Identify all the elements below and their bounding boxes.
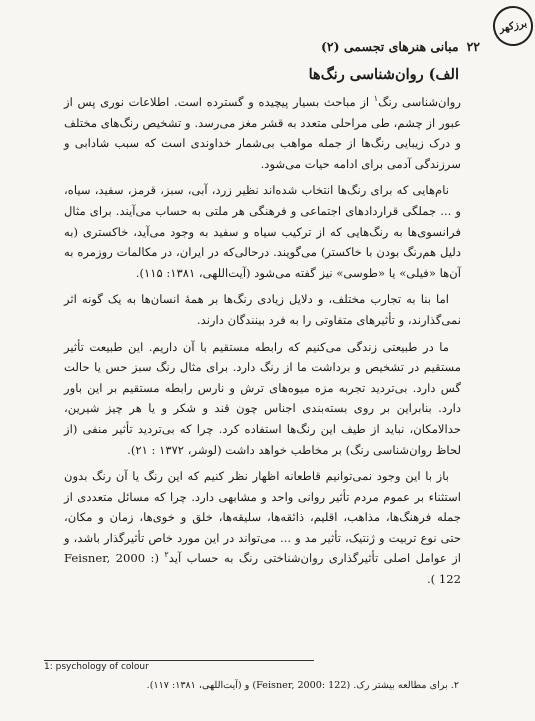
paragraph-4: ما در طبیعتی زندگی می‌کنیم که رابطه مستقیم با آن داریم. این طبیعت تأثیر مستقیم در تشخیص و برداشت ما از رنگ دارد. برای مثال رنگ سبز حس یا حالت گس دارد. بی‌تردید تجربه مزه میوه‌های ترش و نارس رابطه مستقیم بر این باور دارد. بنابراین بر روی بسته‌بندی اجناس چون قند و شکر و یا هر چیز شیرین، حدالامکان، نباید از طیف این رنگ‌ها استفاده کرد. چرا که بی‌تردید تأثیر منفی (از لحاظ روان‌شناسی رنگ) بر مخاطب خواهد داشت (لوشر، ۱۳۷۲ : ۲۱). <box>64 339 461 457</box>
footnote-marker-2: ۲ <box>164 550 169 560</box>
paragraph-3: اما بنا به تجارب مختلف، و دلایل زیادی رنگ‌ها بر همهٔ انسان‌ها به یک گونه اثر نمی‌گذارند، و تأثیرهای متفاوتی را به فرد بینندگان دارند. <box>64 292 461 327</box>
paragraph-2: نام‌هایی که برای رنگ‌ها انتخاب شده‌اند نظیر زرد، آبی، سبز، قرمز، سفید، سیاه، و ... جملگی قراردادهای اجتماعی و فرهنگی هر ملتی به حساب می‌آیند. برای مثال فرانسوی‌ها به رنگ‌هایی که از ترکیب سیاه و سفید به وجود می‌آید، خاکستری (به دلیل هم‌رنگ بودن با خاکستر) می‌گویند. درحالی‌که در ایران، در مکالمات روزمره به آن‌ها «فیلی» یا «طوسی» نیز گفته می‌شود (آیت‌اللهی، ۱۳۸۱: ۱۱۵). <box>64 183 461 280</box>
footnote-persian: ۲. برای مطالعه بیشتر رک. (Feisner, 2000: 122) و (آیت‌اللهی، ۱۳۸۱: ۱۱۷). <box>146 680 459 691</box>
stamp-text: برزکهر <box>498 17 528 35</box>
footnote-marker-1: ۱ <box>373 94 379 104</box>
paragraph-5-start: باز با این وجود نمی‌توانیم قاطعانه اظهار نظر کنیم که این رنگ یا آن رنگ بدون استثناء بر عموم مردم تأثیر روانی واحد و مشابهی دارد. چرا که مسائل متعددی از جمله فرهنگ‌ها، مذاهب، اقلیم، ذائقه‌ها، سلیقه‌ها، خلق و خوی‌ها، زمان و مکان، حتی نوع تربیت و ژنتیک، تأثیر مد و ... می‌تواند در این مورد خاص تأثیرگذار باشد، و از عوامل اصلی تأثیرگذاری روان‌شناختی رنگ به حساب آید <box>64 469 461 566</box>
footnote-divider <box>44 660 314 661</box>
page-header <box>85 34 480 58</box>
paragraph-5-rest: (Feisner, 2000 : 122 ). <box>64 551 461 587</box>
section-heading: الف) روان‌شناسی رنگ‌ها <box>308 66 459 83</box>
paragraph-5 <box>64 466 461 590</box>
page-number: ۲۲ <box>466 38 480 54</box>
paragraph-1 <box>64 92 461 174</box>
paragraph-1-rest: از مباحث بسیار پیچیده و گسترده است. اطلاعات نوری پس از عبور از چشم، طی مراحلی متعدد به قشر مغز می‌رسد. و تشخیص رنگ‌های مختلف و درک زیبایی رنگ‌ها از جمله مواهب بی‌شمار خداوندی است که سبب شادابی و سرزندگی آدمی برای ادامه حیات می‌شود. <box>64 95 461 171</box>
library-stamp <box>489 2 535 49</box>
footnote-english: 1: psychology of colour <box>44 662 149 672</box>
paragraph-1-start: روان‌شناسی رنگ <box>378 95 461 109</box>
running-title: مبانی هنرهای تجسمی (۲) <box>320 38 459 54</box>
body-text <box>64 92 461 596</box>
